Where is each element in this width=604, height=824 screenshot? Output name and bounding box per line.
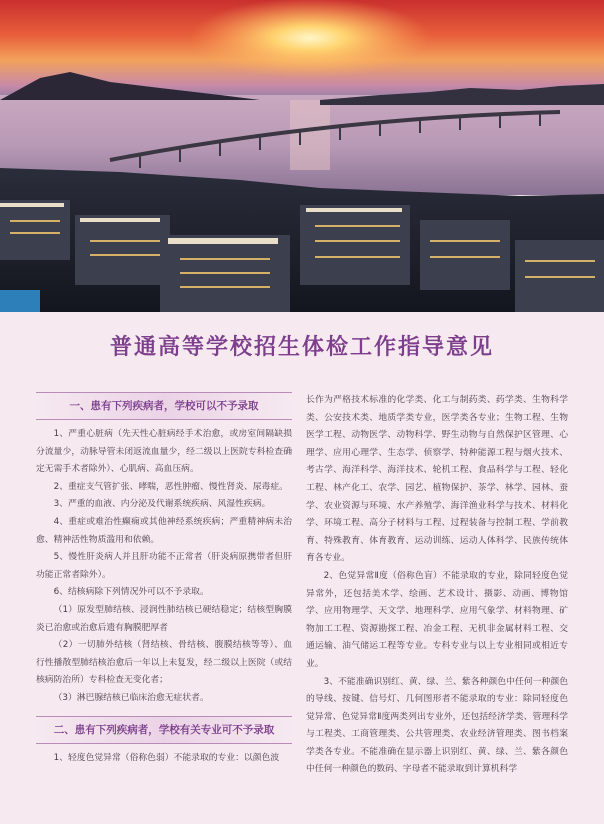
- paragraph: 2、色觉异常Ⅱ度（俗称色盲）不能录取的专业，除同轻度色觉异常外，还包括美术学、绘画、艺术设计、摄影、动画、博物馆学、应用物理学、天文学、地理科学、应用气象学、材料物理、矿物加工工程、资源勘探工程、冶金工程、无机非金属材料工程、交通运输、油气储运工程等专业。专科专业与以上专业相同或相近专业。: [306, 570, 568, 669]
- paragraph: 1、严重心脏病（先天性心脏病经手术治愈，或房室间隔缺损分流量少，动脉导管未闭返流血量少，经二级以上医院专科检查确定无需手术者除外）、心肌病、高血压病。: [36, 429, 292, 475]
- paragraph: 5、慢性肝炎病人并且肝功能不正常者（肝炎病原携带者但肝功能正常者除外）。: [36, 552, 292, 580]
- right-column: [306, 392, 568, 779]
- paragraph: 3、严重的血液、内分泌及代谢系统疾病、风湿性疾病。: [53, 499, 271, 510]
- section-heading-2: 二、患有下列疾病者，学校有关专业可不予录取: [36, 716, 292, 744]
- paragraph: 3、不能准确识别红、黄、绿、兰、紫各种颜色中任何一种颜色的导线、按键、信号灯、几何图形者不能录取的专业：除同轻度色觉异常、色觉异常Ⅱ度两类列出专业外，还包括经济学类、管理科学与工程类、工商管理类、公共管理类、农业经济管理类、图书档案学类各专业。不能准确在显示器上识别红、黄、绿、兰、紫各颜色中任何一种颜色的数码、字母者不能录取到计算机科学: [306, 676, 568, 775]
- campus-photo-illustration: [0, 0, 604, 312]
- paragraph: 长作为严格技术标准的化学类、化工与制药类、药学类、生物科学类、公安技术类、地质学类专业，医学类各专业；生物工程、生物医学工程、动物医学、动物科学、野生动物与自然保护区管理、心理学、应用心理学、生态学、侦察学、特种能源工程与烟火技术、考古学、海洋科学、海洋技术、轮机工程、食品科学与工程、轻化工程、林产化工、农学、园艺、植物保护、茶学、林学、园林、蚕学、农业资源与环境、水产养殖学、海洋渔业科学与技术、材料化学、环境工程、高分子材料与工程、过程装备与控制工程、学前教育、特殊教育、体育教育、运动训练、运动人体科学、民族传统体育各专业。: [306, 395, 568, 564]
- paragraph: 2、重症支气管扩张、哮喘，恶性肿瘤、慢性肾炎、尿毒症。: [53, 481, 288, 492]
- paragraph: 1、轻度色觉异常（俗称色弱）不能录取的专业：以颜色波: [53, 752, 280, 763]
- paragraph: 4、重症或难治性癫痫或其他神经系统疾病；严重精神病未治愈、精神活性物质滥用和依赖。: [36, 516, 292, 545]
- paragraph: 6、结核病除下列情况外可以不予录取。: [53, 587, 209, 598]
- paragraph: （3）淋巴腺结核已临床治愈无症状者。: [53, 692, 209, 703]
- paragraph: （2）一切肺外结核（肾结核、骨结核、腹膜结核等等）、血行性播散型肺结核治愈后一年以上未复发，经二级以上医院（或结核病防治所）专科检查无变化者；: [36, 640, 292, 686]
- page-title: 普通高等学校招生体检工作指导意见: [109, 335, 494, 360]
- left-column: [36, 392, 292, 767]
- paragraph: （1）原发型肺结核、浸润性肺结核已硬结稳定；结核型胸膜炎已治愈或治愈后遗有胸膜肥厚者: [36, 604, 292, 633]
- campus-sunset-photo: [0, 0, 604, 312]
- section-heading-1: 一、患有下列疾病者，学校可以不予录取: [36, 392, 292, 420]
